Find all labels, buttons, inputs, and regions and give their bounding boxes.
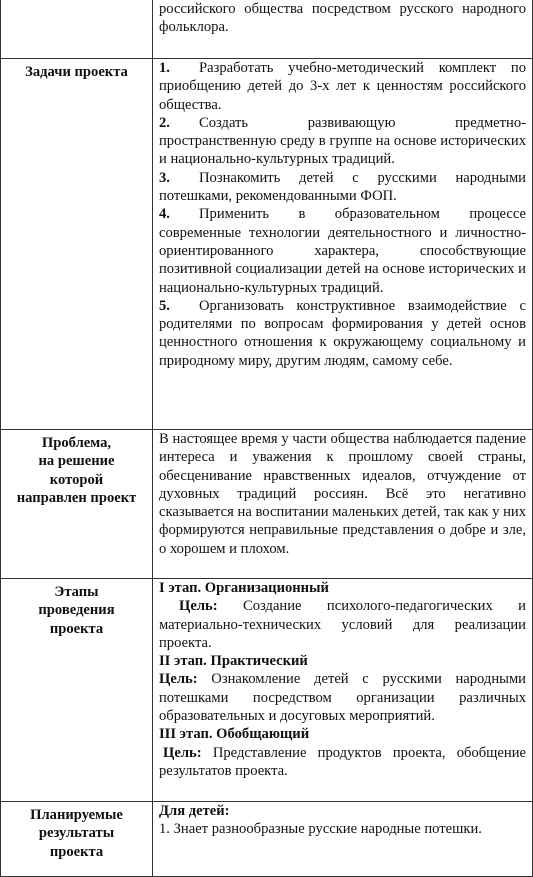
goal-content-cell (153, 0, 533, 59)
goal-text: российского общества посредством русского народного фольклора. (159, 1, 526, 36)
stages-label-line: проекта (49, 620, 104, 637)
stage-goal-text: Ознакомление детей с русскими народными потешками посредством организации различных образовательных и досуговых мероприятий. (159, 671, 526, 725)
table-row-results (1, 802, 533, 877)
problem-label-line: на решение (38, 453, 115, 470)
results-group-title: Для детей: (159, 803, 230, 819)
results-content-cell (153, 802, 533, 877)
stage-goal-text: Создание психолого-педагогических и материально-технических условий для реализации проекта. (159, 598, 526, 651)
stages-label-line: Этапы (54, 584, 99, 600)
stage-goal-text: Представление продуктов проекта, обобщение результатов проекта. (159, 744, 526, 779)
results-label (1, 802, 153, 877)
task-text: Познакомить детей с русскими народными потешками, рекомендованными ФОП. (159, 169, 526, 205)
stage-goal (159, 597, 526, 652)
result-number: 1. (159, 821, 170, 838)
stage-goal-label: Цель: (159, 671, 198, 688)
result-text: Знает разнообразные русские народные потешки. (173, 821, 482, 838)
stage-goal-label: Цель: (179, 598, 218, 615)
stage-title: I этап. Организационный (159, 580, 329, 596)
stage-goal (159, 744, 526, 781)
problem-label-line: которой (49, 471, 104, 488)
table-row-stages (1, 579, 533, 802)
task-item (159, 169, 526, 206)
task-number: 5. (159, 297, 170, 314)
task-number: 1. (159, 60, 170, 76)
result-item (159, 820, 526, 838)
problem-text: В настоящее время у части общества наблюдается падение интереса и уважения к прошлому своей страны, обесценивание нравственных идеалов, отчуждение от духовных традиций россиян. Всё это негативно сказывается на воспитании маленьких детей, так как у них формируются неправильные представления о добре и зле, о хорошем и плохом. (159, 431, 526, 557)
stage-title: III этап. Обобщающий (159, 726, 310, 743)
task-text: Создать развивающую предметно-пространственную среду в группе на основе исторических и национально-культурных традиций. (159, 114, 526, 168)
task-number: 3. (159, 169, 170, 186)
stage-title: II этап. Практический (159, 653, 308, 670)
tasks-label: Задачи проекта (1, 59, 153, 430)
task-item (159, 205, 526, 296)
results-label-line: Планируемые (30, 807, 123, 823)
task-text: Разработать учебно-методический комплект по приобщению детей до 3-х лет к ценностям российского общества. (159, 60, 526, 113)
stages-content-cell (153, 579, 533, 802)
task-number: 4. (159, 206, 170, 223)
table-row-goal (1, 0, 533, 59)
problem-content-cell (153, 430, 533, 579)
table-row-tasks (1, 59, 533, 430)
task-item (159, 297, 526, 370)
stage-goal-label: Цель: (163, 744, 202, 761)
task-text: Организовать конструктивное взаимодействие с родителями по вопросам формирования у детей основ ценностного отношения к окружающему социальному и природному миру, другим людям, самому себе. (159, 297, 526, 369)
results-label-line: результаты (38, 825, 115, 842)
problem-label-line: Проблема, (41, 435, 112, 451)
goal-label-cell (1, 0, 153, 59)
stages-label-line: проведения (38, 602, 115, 619)
task-item (159, 114, 526, 169)
stage-goal (159, 670, 526, 725)
tasks-content-cell (153, 59, 533, 430)
stages-label (1, 579, 153, 802)
task-item (159, 59, 526, 114)
task-number: 2. (159, 114, 170, 131)
results-label-line: проекта (49, 843, 104, 860)
task-text: Применить в образовательном процессе современные технологии деятельностного и личностно-ориентированного характера, способствующие позитивной социализации детей на основе исторических и национально-культурных традиций. (159, 206, 526, 296)
problem-label (1, 430, 153, 579)
table-row-problem (1, 430, 533, 579)
problem-label-line: направлен проект (16, 489, 137, 506)
